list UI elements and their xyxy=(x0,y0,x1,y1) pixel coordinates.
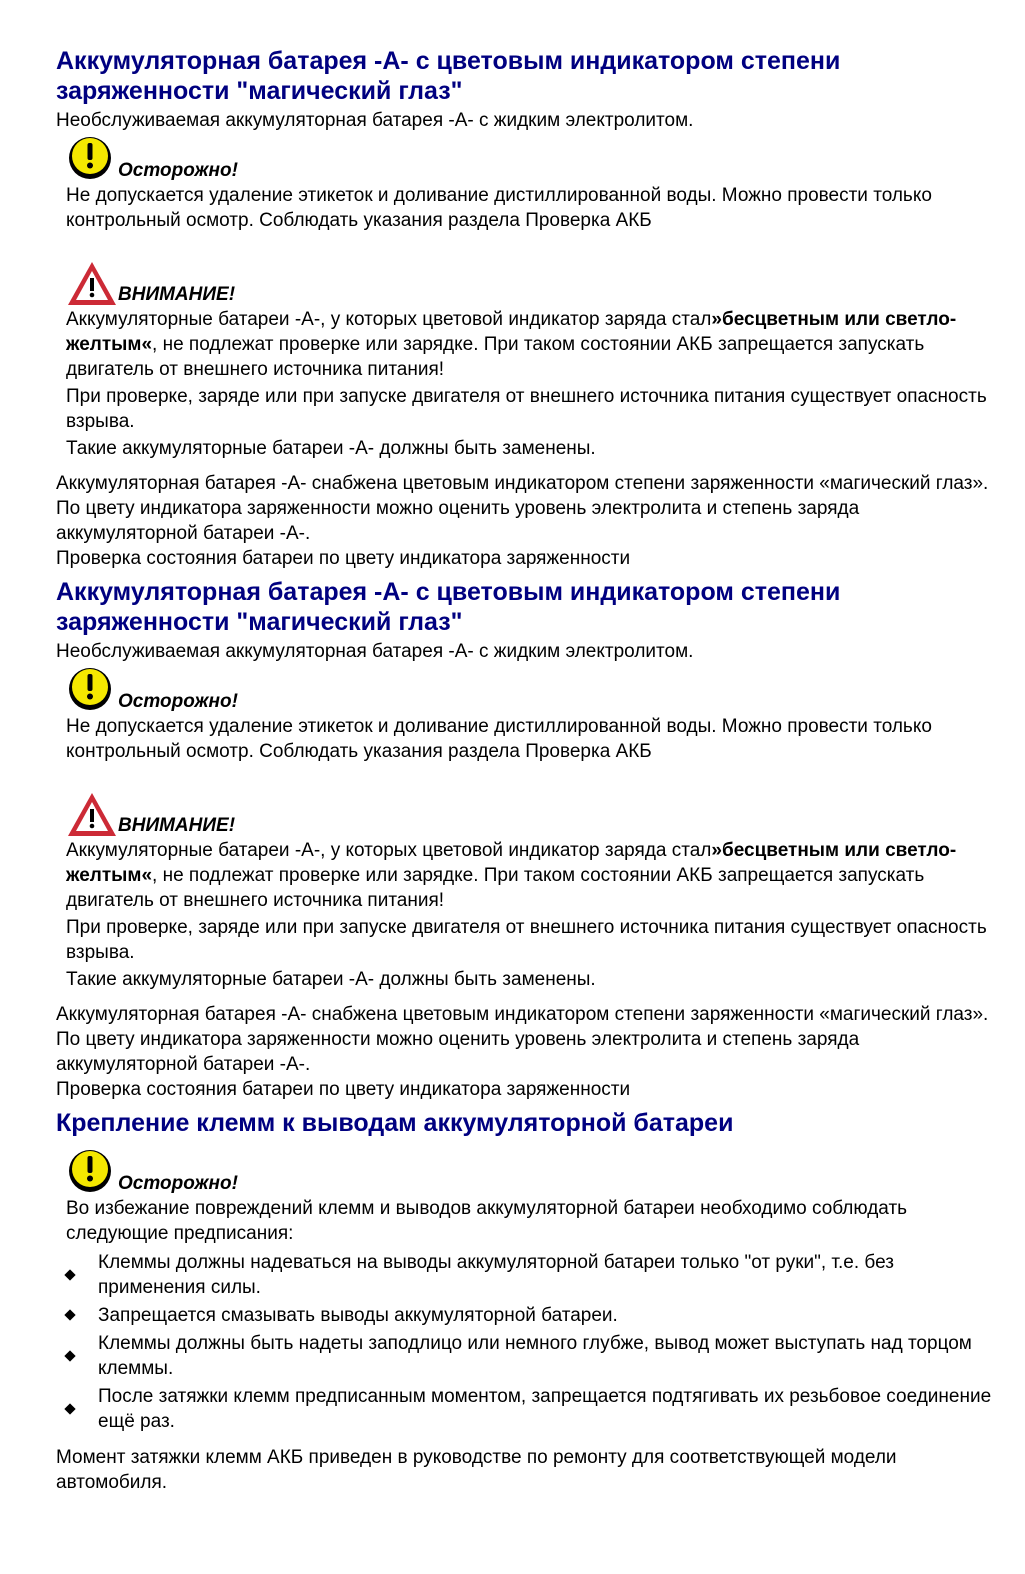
section-magic-eye-2 xyxy=(56,577,1001,1102)
lead-text: Необслуживаемая аккумуляторная батарея -А- с жидким электролитом. xyxy=(56,110,694,131)
caution-icon xyxy=(66,667,114,713)
list-item: Клеммы должны быть надеты заподлицо или немного глубже, вывод может выступать над торцом клеммы. xyxy=(66,1331,1001,1381)
caution-text: Во избежание повреждений клемм и выводов аккумуляторной батареи необходимо соблюдать следующие предписания: xyxy=(66,1198,908,1244)
warning-paragraph-3: Такие аккумуляторные батареи -А- должны быть заменены. xyxy=(66,438,596,459)
check-text: Проверка состояния батареи по цвету индикатора заряженности xyxy=(56,548,631,569)
warning-title: ВНИМАНИЕ! xyxy=(118,284,236,305)
caution-text: Не допускается удаление этикеток и доливание дистиллированной воды. Можно провести только контрольный осмотр. Соблюдать указания раздела Проверка АКБ xyxy=(66,716,932,762)
rules-list xyxy=(66,1250,1001,1434)
body-text: Аккумуляторная батарея -А- снабжена цветовым индикатором степени заряженности «магический глаз». По цвету индикатора заряженности можно оценить уровень электролита и степень заряда аккумуляторной батареи -А-. xyxy=(56,473,989,544)
warning-triangle-icon xyxy=(66,260,118,308)
caution-title: Осторожно! xyxy=(118,1173,238,1194)
warning-paragraph-3: Такие аккумуляторные батареи -А- должны быть заменены. xyxy=(66,969,596,990)
list-item: После затяжки клемм предписанным моментом, запрещается подтягивать их резьбовое соединение ещё раз. xyxy=(66,1384,1001,1434)
list-item: Клеммы должны надеваться на выводы аккумуляторной батареи только "от руки", т.е. без применения силы. xyxy=(66,1250,1001,1300)
footer-text: Момент затяжки клемм АКБ приведен в руководстве по ремонту для соответствующей модели автомобиля. xyxy=(56,1447,897,1493)
section-magic-eye-1 xyxy=(56,46,1001,571)
section-title: Аккумуляторная батарея -А- с цветовым индикатором степени заряженности "магический глаз" xyxy=(56,578,841,636)
caution-note xyxy=(66,664,1001,764)
warning-title: ВНИМАНИЕ! xyxy=(118,815,236,836)
bullet-diamond-icon xyxy=(64,1403,75,1414)
bullet-diamond-icon xyxy=(64,1309,75,1320)
document xyxy=(56,46,1001,1495)
warning-paragraph-2: При проверке, заряде или при запуске двигателя от внешнего источника питания существует опасность взрыва. xyxy=(66,917,987,963)
bullet-diamond-icon xyxy=(64,1269,75,1280)
lead-text: Необслуживаемая аккумуляторная батарея -А- с жидким электролитом. xyxy=(56,641,694,662)
caution-title: Осторожно! xyxy=(118,691,238,712)
warning-paragraph-2: При проверке, заряде или при запуске двигателя от внешнего источника питания существует опасность взрыва. xyxy=(66,386,987,432)
warning-paragraph-1: Аккумуляторные батареи -А-, у которых цветовой индикатор заряда стал»бесцветным или светло-желтым«, не подлежат проверке или зарядке. При таком состоянии АКБ запрещается запускать двигатель от внешнего источника питания! xyxy=(66,840,957,911)
caution-note xyxy=(66,1146,1001,1434)
bullet-diamond-icon xyxy=(64,1350,75,1361)
warning-paragraph-1: Аккумуляторные батареи -А-, у которых цветовой индикатор заряда стал»бесцветным или светло-желтым«, не подлежат проверке или зарядке. При таком состоянии АКБ запрещается запускать двигатель от внешнего источника питания! xyxy=(66,309,957,380)
warning-triangle-icon xyxy=(66,791,118,839)
caution-icon xyxy=(66,1149,114,1195)
caution-note xyxy=(66,133,1001,233)
check-text: Проверка состояния батареи по цвету индикатора заряженности xyxy=(56,1079,631,1100)
warning-note xyxy=(66,257,1001,461)
caution-title: Осторожно! xyxy=(118,160,238,181)
body-text: Аккумуляторная батарея -А- снабжена цветовым индикатором степени заряженности «магический глаз». По цвету индикатора заряженности можно оценить уровень электролита и степень заряда аккумуляторной батареи -А-. xyxy=(56,1004,989,1075)
list-item: Запрещается смазывать выводы аккумуляторной батареи. xyxy=(66,1303,1001,1328)
warning-note xyxy=(66,788,1001,992)
section-title: Крепление клемм к выводам аккумуляторной батареи xyxy=(56,1109,734,1137)
section-title: Аккумуляторная батарея -А- с цветовым индикатором степени заряженности "магический глаз" xyxy=(56,47,841,105)
section-terminals xyxy=(56,1108,1001,1495)
caution-icon xyxy=(66,136,114,182)
caution-text: Не допускается удаление этикеток и доливание дистиллированной воды. Можно провести только контрольный осмотр. Соблюдать указания раздела Проверка АКБ xyxy=(66,185,932,231)
